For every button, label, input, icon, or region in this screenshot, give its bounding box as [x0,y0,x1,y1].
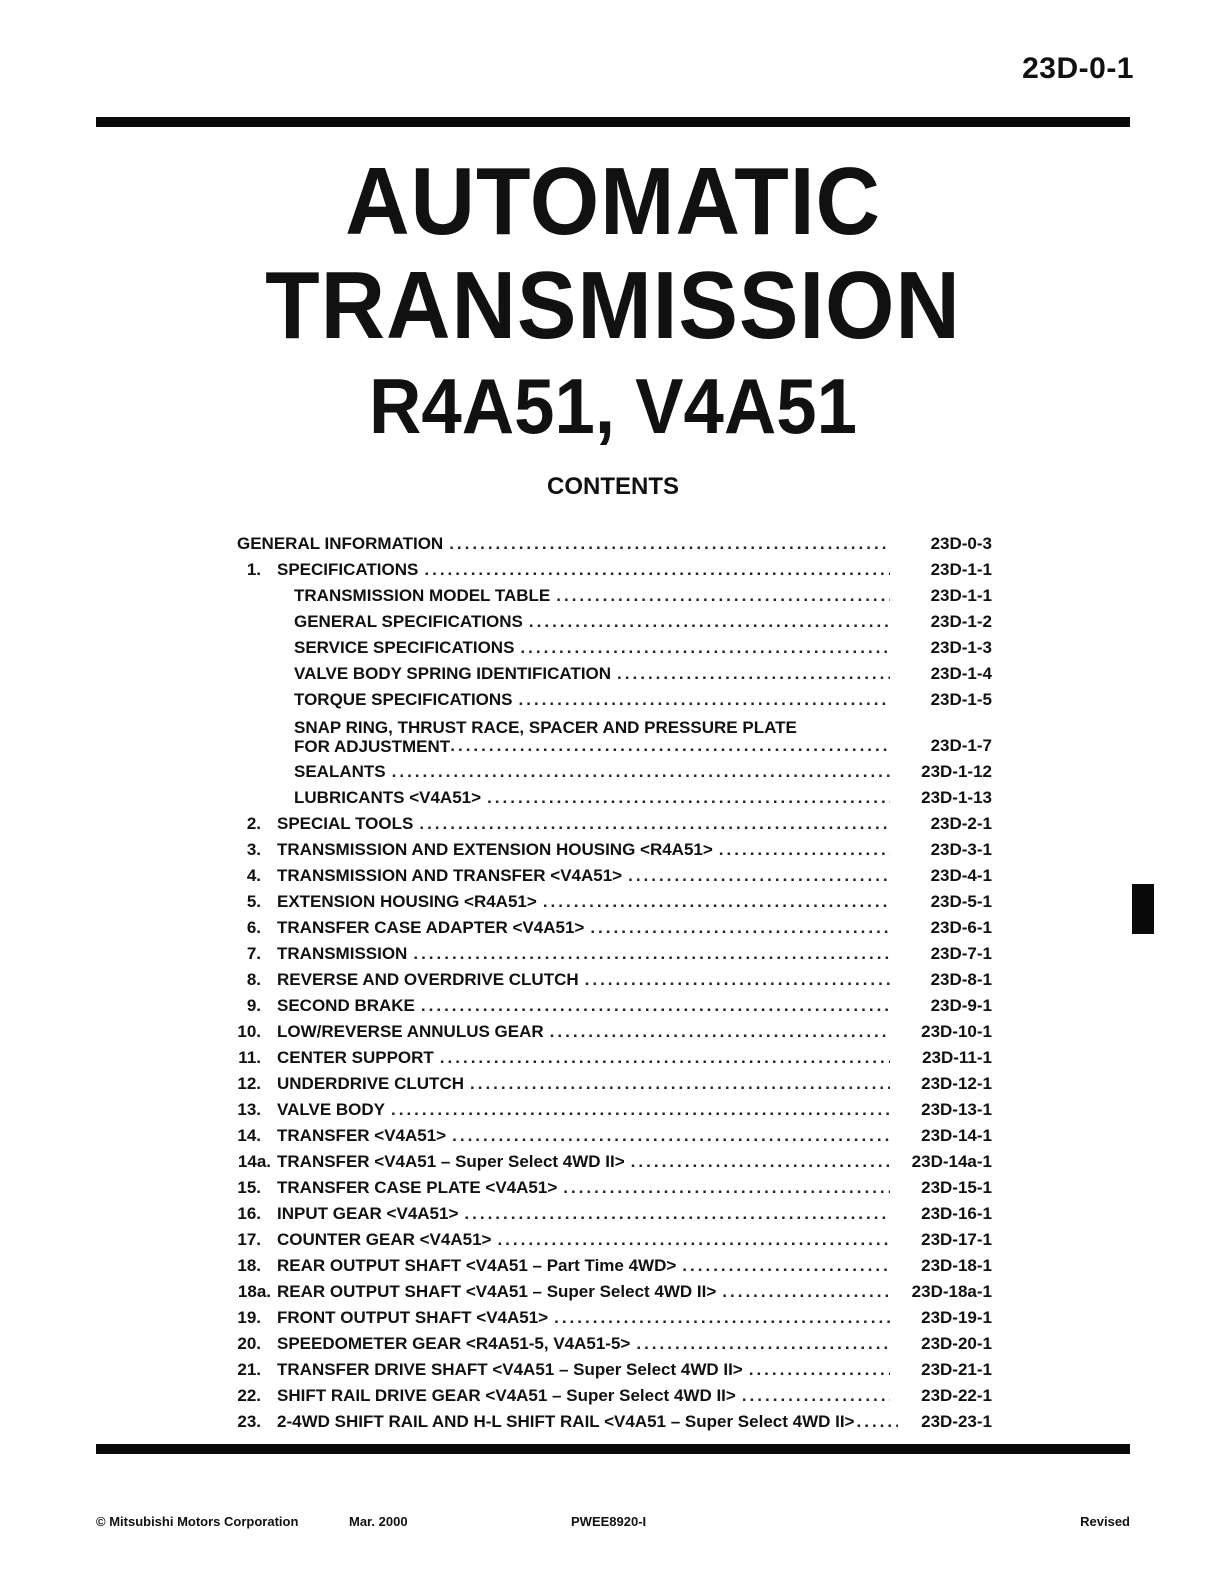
toc-entry-title: GENERAL INFORMATION [237,534,444,553]
toc-entry-title: SEALANTS [294,762,386,781]
leader-dots [391,1100,890,1120]
toc-entry-number: 2. [246,814,261,833]
toc-entry-number: 13. [237,1100,261,1119]
toc-entry-title: TRANSFER CASE PLATE <V4A51> [277,1178,558,1197]
model-line: R4A51, V4A51 [369,362,857,450]
leader-dots [424,560,890,580]
toc-entry-page: 23D-3-1 [930,840,992,859]
page-footer [96,1514,1130,1534]
publication-date: Mar. 2000 [349,1514,408,1529]
toc-entry-transmission-model-table[interactable] [237,580,992,606]
toc-entry-page: 23D-6-1 [930,918,992,937]
toc-entry-title-line-2: FOR ADJUSTMENT [294,737,451,756]
toc-entry-page: 23D-18a-1 [911,1282,992,1301]
toc-entry-transmission[interactable] [237,938,992,964]
toc-entry-second-brake[interactable] [237,990,992,1016]
leader-dots [556,586,890,606]
top-rule [96,117,1130,127]
toc-entry-title: VALVE BODY SPRING IDENTIFICATION [294,664,612,683]
toc-entry-page: 23D-15-1 [921,1178,992,1197]
bottom-rule [96,1444,1130,1454]
leader-dots [487,788,890,808]
toc-entry-title: VALVE BODY [277,1100,385,1119]
page-number: 23D-0-1 [1022,52,1134,85]
leader-dots [520,638,890,658]
leader-dots [682,1256,890,1276]
leader-dots [413,944,890,964]
toc-entry-title: REAR OUTPUT SHAFT <V4A51 – Part Time 4WD> [277,1256,677,1275]
toc-entry-number: 10. [237,1022,261,1041]
leader-dots [470,1074,890,1094]
toc-entry-number: 12. [237,1074,261,1093]
toc-entry-number: 8. [246,970,261,989]
toc-entry-title-line-1: SNAP RING, THRUST RACE, SPACER AND PRESSURE PLATE [294,718,797,737]
toc-entry-number: 5. [246,892,261,911]
section-edge-marker [1132,884,1154,934]
revision-status: Revised [1080,1514,1130,1529]
toc-entry-title: GENERAL SPECIFICATIONS [294,612,523,631]
leader-dots [563,1178,890,1198]
toc-entry-title: FRONT OUTPUT SHAFT <V4A51> [277,1308,549,1327]
toc-entry-shift-rail-drive-gear[interactable] [237,1380,992,1406]
leader-dots [543,892,890,912]
leader-dots [392,762,890,782]
toc-entry-low-reverse-annulus-gear[interactable] [237,1016,992,1042]
toc-entry-service-specifications[interactable] [237,632,992,658]
toc-entry-page: 23D-19-1 [921,1308,992,1327]
toc-entry-page: 23D-1-3 [930,638,992,657]
leader-dots [550,1022,890,1042]
toc-entry-transfer-case-plate[interactable] [237,1172,992,1198]
toc-entry-page: 23D-1-2 [930,612,992,631]
toc-entry-title: SPECIFICATIONS [277,560,419,579]
leader-dots [529,612,890,632]
toc-entry-title: 2-4WD SHIFT RAIL AND H-L SHIFT RAIL <V4A51 – Super Select 4WD II> [277,1412,855,1431]
toc-entry-number: 9. [246,996,261,1015]
toc-entry-reverse-overdrive-clutch[interactable] [237,964,992,990]
toc-entry-number: 19. [237,1308,261,1327]
toc-entry-title: LUBRICANTS <V4A51> [294,788,482,807]
toc-entry-page: 23D-21-1 [921,1360,992,1379]
toc-entry-number: 4. [246,866,261,885]
leader-dots [590,918,890,938]
leader-dots [497,1230,890,1250]
toc-entry-number: 23. [237,1412,261,1431]
toc-entry-page: 23D-16-1 [921,1204,992,1223]
toc-entry-page: 23D-1-13 [921,788,992,807]
toc-entry-extension-housing[interactable] [237,886,992,912]
table-of-contents [237,528,992,1432]
toc-entry-valve-body-spring-identification[interactable] [237,658,992,684]
toc-entry-number: 22. [237,1386,261,1405]
toc-entry-sealants[interactable] [237,756,992,782]
toc-entry-number: 14a. [237,1152,271,1171]
leader-dots [440,1048,890,1068]
toc-entry-title: INPUT GEAR <V4A51> [277,1204,459,1223]
toc-entry-title: CENTER SUPPORT [277,1048,434,1067]
toc-entry-page: 23D-10-1 [921,1022,992,1041]
toc-entry-lubricants[interactable] [237,782,992,808]
toc-entry-page: 23D-1-1 [930,586,992,605]
toc-entry-snap-ring-adjustment[interactable] [237,710,992,756]
toc-entry-page: 23D-1-12 [921,762,992,781]
toc-entry-page: 23D-14-1 [921,1126,992,1145]
leader-dots [631,1152,890,1172]
toc-entry-page: 23D-4-1 [930,866,992,885]
toc-entry-number: 18a. [237,1282,271,1301]
toc-entry-title: SHIFT RAIL DRIVE GEAR <V4A51 – Super Select 4WD II> [277,1386,736,1405]
toc-entry-page: 23D-18-1 [921,1256,992,1275]
leader-dots [585,970,890,990]
toc-entry-number: 14. [237,1126,261,1145]
toc-entry-page: 23D-23-1 [921,1412,992,1431]
leader-dots [464,1204,890,1224]
leader-dots [419,814,890,834]
toc-entry-number: 7. [246,944,261,963]
leader-dots [449,534,890,554]
toc-entry-title: TRANSMISSION AND EXTENSION HOUSING <R4A51> [277,840,713,859]
toc-entry-title: TRANSMISSION MODEL TABLE [294,586,551,605]
toc-entry-transmission-extension-housing[interactable] [237,834,992,860]
toc-entry-number: 6. [246,918,261,937]
toc-entry-title: TORQUE SPECIFICATIONS [294,690,513,709]
toc-entry-transfer[interactable] [237,1120,992,1146]
toc-entry-page: 23D-1-7 [930,736,992,755]
toc-entry-title: SPECIAL TOOLS [277,814,414,833]
leader-dots [719,840,890,860]
toc-entry-number: 20. [237,1334,261,1353]
leader-dots [435,736,890,756]
leader-dots [452,1126,890,1146]
toc-entry-number: 18. [237,1256,261,1275]
leader-dots [519,690,890,710]
title-block [96,150,1130,454]
document-code: PWEE8920-I [571,1514,647,1529]
toc-entry-title: REVERSE AND OVERDRIVE CLUTCH [277,970,579,989]
toc-entry-general-information[interactable] [237,528,992,554]
toc-entry-valve-body[interactable] [237,1094,992,1120]
toc-entry-page: 23D-22-1 [921,1386,992,1405]
leader-dots [617,664,890,684]
toc-entry-front-output-shaft[interactable] [237,1302,992,1328]
toc-entry-general-specifications[interactable] [237,606,992,632]
toc-entry-transmission-and-transfer[interactable] [237,860,992,886]
toc-entry-title: SPEEDOMETER GEAR <R4A51-5, V4A51-5> [277,1334,631,1353]
leader-dots [636,1334,890,1354]
toc-entry-special-tools[interactable] [237,808,992,834]
toc-entry-page: 23D-1-1 [930,560,992,579]
toc-entry-page: 23D-13-1 [921,1100,992,1119]
toc-entry-torque-specifications[interactable] [237,684,992,710]
toc-entry-number: 11. [238,1048,261,1067]
toc-entry-rear-output-shaft-super-select[interactable] [237,1276,992,1302]
toc-entry-title: TRANSMISSION AND TRANSFER <V4A51> [277,866,623,885]
toc-entry-page: 23D-1-5 [930,690,992,709]
title-line-1: AUTOMATIC [345,148,881,255]
leader-dots [857,1412,899,1432]
toc-entry-title: EXTENSION HOUSING <R4A51> [277,892,537,911]
leader-dots [749,1360,890,1380]
leader-dots [742,1386,890,1406]
toc-entry-shift-rail-h-l[interactable] [237,1406,992,1432]
toc-entry-number: 1. [246,560,261,579]
leader-dots [628,866,890,886]
toc-entry-page: 23D-14a-1 [911,1152,992,1171]
toc-entry-title: SERVICE SPECIFICATIONS [294,638,515,657]
toc-entry-title: UNDERDRIVE CLUTCH [277,1074,464,1093]
toc-entry-underdrive-clutch[interactable] [237,1068,992,1094]
title-line-2: TRANSMISSION [265,252,961,359]
toc-entry-page: 23D-2-1 [930,814,992,833]
toc-entry-page: 23D-0-3 [930,534,992,553]
toc-entry-page: 23D-8-1 [930,970,992,989]
toc-entry-number: 3. [246,840,261,859]
toc-entry-specifications[interactable] [237,554,992,580]
toc-entry-page: 23D-17-1 [921,1230,992,1249]
toc-entry-page: 23D-7-1 [930,944,992,963]
toc-entry-speedometer-gear[interactable] [237,1328,992,1354]
toc-entry-number: 17. [237,1230,261,1249]
toc-entry-transfer-drive-shaft[interactable] [237,1354,992,1380]
toc-entry-title: TRANSFER <V4A51 – Super Select 4WD II> [277,1152,625,1171]
toc-entry-title: COUNTER GEAR <V4A51> [277,1230,492,1249]
toc-entry-title: SECOND BRAKE [277,996,415,1015]
toc-entry-page: 23D-12-1 [921,1074,992,1093]
toc-entry-page: 23D-9-1 [930,996,992,1015]
copyright-notice: © Mitsubishi Motors Corporation [96,1514,299,1529]
toc-entry-page: 23D-5-1 [930,892,992,911]
toc-entry-center-support[interactable] [237,1042,992,1068]
leader-dots [722,1282,890,1302]
leader-dots [554,1308,890,1328]
toc-entry-page: 23D-20-1 [921,1334,992,1353]
leader-dots [421,996,890,1016]
toc-entry-transfer-case-adapter[interactable] [237,912,992,938]
toc-entry-input-gear[interactable] [237,1198,992,1224]
toc-entry-page: 23D-1-4 [930,664,992,683]
toc-entry-title: TRANSFER <V4A51> [277,1126,447,1145]
contents-heading: CONTENTS [547,473,679,500]
toc-entry-number: 21. [237,1360,261,1379]
toc-entry-number: 15. [237,1178,261,1197]
toc-entry-title: LOW/REVERSE ANNULUS GEAR [277,1022,544,1041]
toc-entry-rear-output-shaft-part-time[interactable] [237,1250,992,1276]
toc-entry-title: TRANSMISSION [277,944,408,963]
toc-entry-counter-gear[interactable] [237,1224,992,1250]
toc-entry-page: 23D-11-1 [922,1048,992,1067]
toc-entry-title: TRANSFER DRIVE SHAFT <V4A51 – Super Select 4WD II> [277,1360,743,1379]
toc-entry-title: TRANSFER CASE ADAPTER <V4A51> [277,918,585,937]
toc-entry-transfer-super-select[interactable] [237,1146,992,1172]
toc-entry-number: 16. [237,1204,261,1223]
toc-entry-title: REAR OUTPUT SHAFT <V4A51 – Super Select 4WD II> [277,1282,717,1301]
